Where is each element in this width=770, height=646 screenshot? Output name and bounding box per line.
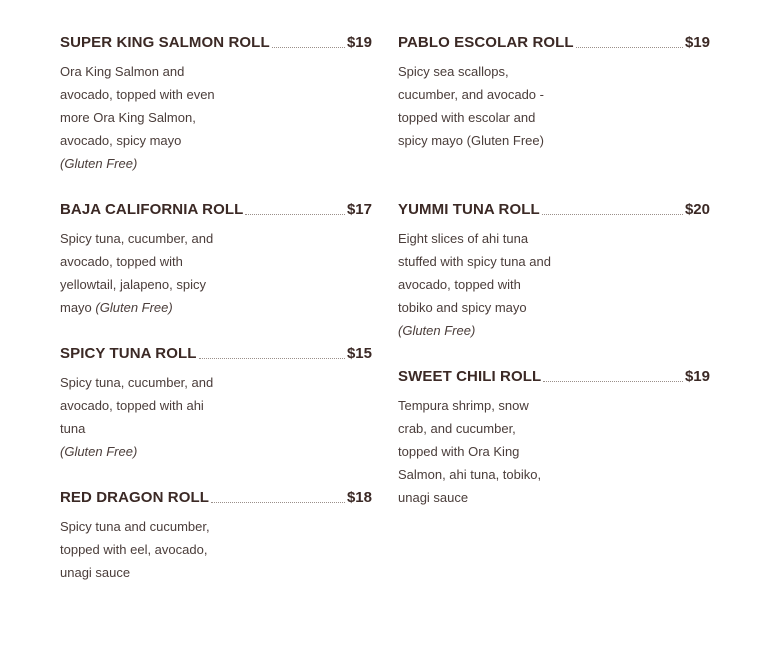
menu-item-header — [60, 344, 372, 364]
menu-item-description-block — [398, 227, 558, 342]
menu-item-name: SWEET CHILI ROLL — [398, 368, 542, 385]
menu-item-pablo-escolar-roll — [398, 33, 710, 200]
menu-item-description-block — [398, 60, 558, 152]
menu-item-baja-california-roll — [60, 200, 372, 344]
menu-item-header — [398, 200, 710, 220]
menu-item-price: $20 — [684, 201, 710, 218]
menu-item-price: $18 — [346, 489, 372, 506]
gluten-free-note: (Gluten Free) — [398, 323, 476, 338]
menu-item-price: $15 — [346, 345, 372, 362]
menu-item-description-block — [60, 60, 220, 175]
menu-item-description-block — [60, 227, 220, 319]
dotted-leader — [272, 47, 345, 48]
dotted-leader — [211, 502, 345, 503]
menu-item-name: RED DRAGON ROLL — [60, 489, 209, 506]
menu-item-name: PABLO ESCOLAR ROLL — [398, 34, 574, 51]
menu-item-header — [398, 33, 710, 53]
dotted-leader — [245, 214, 345, 215]
menu-item-description: Ora King Salmon and avocado, topped with even more Ora King Salmon, avocado, spicy mayo — [60, 64, 215, 148]
menu-item-yummi-tuna-roll — [398, 200, 710, 367]
menu-item-description: Eight slices of ahi tuna stuffed with spicy tuna and avocado, topped with tobiko and spicy mayo — [398, 231, 551, 315]
menu-item-description-block — [60, 515, 220, 584]
menu-item-header — [398, 367, 710, 387]
menu-column-left — [60, 33, 372, 584]
menu-item-name: BAJA CALIFORNIA ROLL — [60, 201, 244, 218]
menu-item-description: Spicy tuna and cucumber, topped with eel, avocado, unagi sauce — [60, 519, 210, 580]
menu-item-price: $17 — [346, 201, 372, 218]
menu-item-header — [60, 488, 372, 508]
menu-item-header — [60, 33, 372, 53]
menu-item-price: $19 — [346, 34, 372, 51]
menu-item-description: Spicy tuna, cucumber, and avocado, topped with ahi tuna — [60, 375, 214, 436]
gluten-free-note: (Gluten Free) — [95, 300, 173, 315]
dotted-leader — [199, 358, 345, 359]
gluten-free-note: (Gluten Free) — [60, 156, 138, 171]
dotted-leader — [543, 381, 683, 382]
menu-item-name: SPICY TUNA ROLL — [60, 345, 197, 362]
menu-item-spicy-tuna-roll — [60, 344, 372, 488]
menu-item-description: Tempura shrimp, snow crab, and cucumber, topped with Ora King Salmon, ahi tuna, tobiko, unagi sauce — [398, 398, 542, 505]
menu-item-price: $19 — [684, 368, 710, 385]
menu-item-description: Spicy sea scallops, cucumber, and avocado - topped with escolar and spicy mayo (Gluten Free) — [398, 64, 544, 148]
menu-item-header — [60, 200, 372, 220]
menu-item-description-block — [398, 394, 558, 509]
menu-column-right — [398, 33, 710, 509]
menu-item-super-king-salmon-roll — [60, 33, 372, 200]
gluten-free-note: (Gluten Free) — [60, 444, 138, 459]
menu-item-price: $19 — [684, 34, 710, 51]
menu-item-description-block — [60, 371, 220, 463]
menu-item-name: SUPER KING SALMON ROLL — [60, 34, 270, 51]
dotted-leader — [576, 47, 683, 48]
menu-item-name: YUMMI TUNA ROLL — [398, 201, 540, 218]
dotted-leader — [542, 214, 683, 215]
menu-item-red-dragon-roll — [60, 488, 372, 584]
menu-item-sweet-chili-roll — [398, 367, 710, 509]
menu-item-description: Spicy tuna, cucumber, and avocado, topped with yellowtail, jalapeno, spicy mayo — [60, 231, 214, 315]
